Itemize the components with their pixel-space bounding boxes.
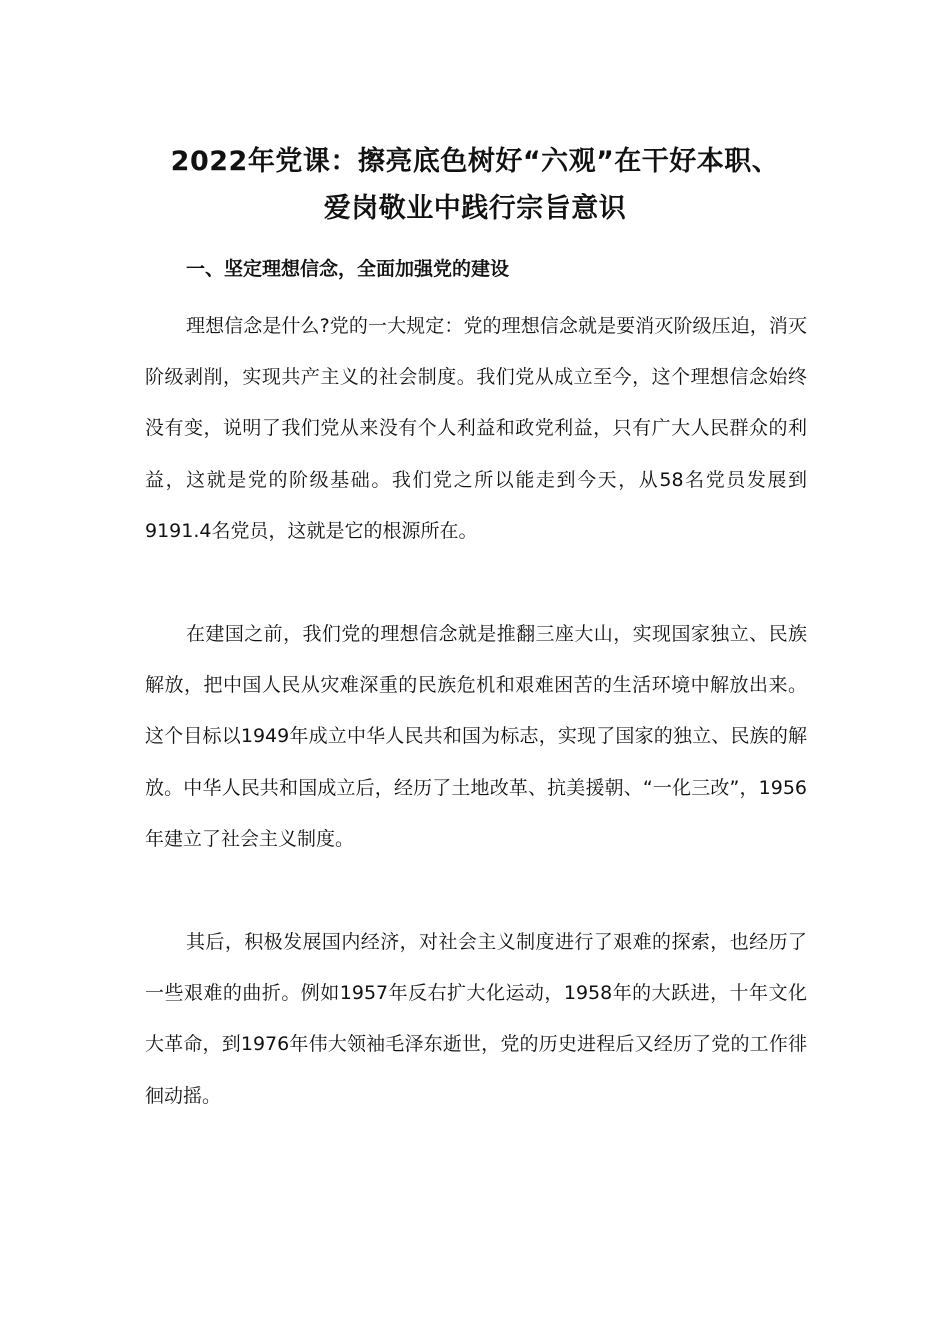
- body-paragraph-2: 在建国之前，我们党的理想信念就是推翻三座大山，实现国家独立、民族解放，把中国人民从灾难深重的民族危机和艰难困苦的生活环境中解放出来。这个目标以1949年成立中华人民共和国为标志，实现了国家的独立、民族的解放。中华人民共和国成立后，经历了土地改革、抗美援朝、“一化三改”，1956年建立了社会主义制度。: [145, 623, 807, 850]
- document-title-line-2: 爱岗敬业中践行宗旨意识: [323, 193, 627, 224]
- body-paragraph-1: 理想信念是什么?党的一大规定：党的理想信念就是要消灭阶级压迫，消灭阶级剥削，实现共产主义的社会制度。我们党从成立至今，这个理想信念始终没有变，说明了我们党从来没有个人利益和政党利益，只有广大人民群众的利益，这就是党的阶级基础。我们党之所以能走到今天，从58名党员发展到9191.4名党员，这就是它的根源所在。: [145, 315, 807, 542]
- section-heading: 一、坚定理想信念，全面加强党的建设: [186, 258, 510, 280]
- body-paragraph-3: 其后，积极发展国内经济，对社会主义制度进行了艰难的探索，也经历了一些艰难的曲折。例如1957年反右扩大化运动，1958年的大跃进，十年文化大革命，到1976年伟大领袖毛泽东逝世，党的历史进程后又经历了党的工作徘徊动摇。: [145, 931, 807, 1107]
- document-title-line-1: 2022年党课：擦亮底色树好“六观”在干好本职、: [170, 146, 780, 177]
